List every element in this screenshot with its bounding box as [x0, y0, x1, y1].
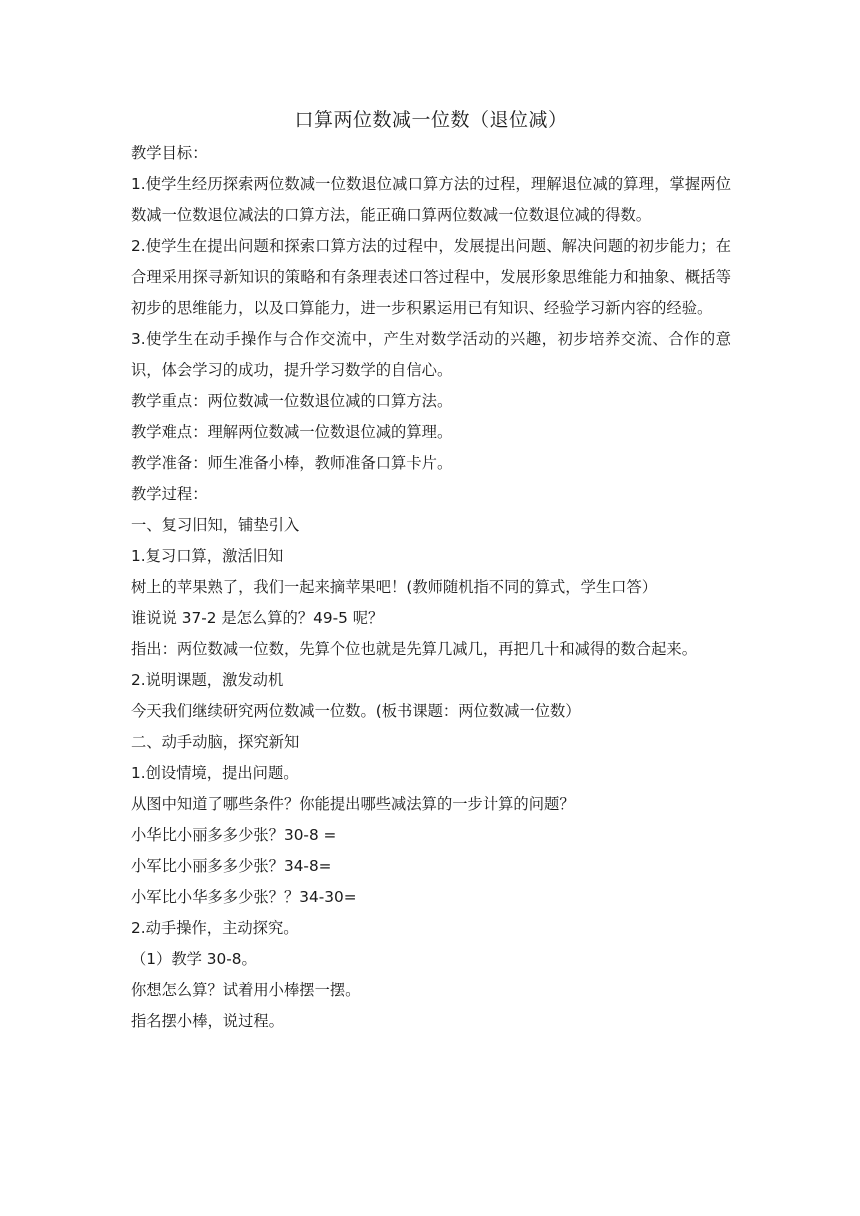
paragraph: 2.使学生在提出问题和探索口算方法的过程中，发展提出问题、解决问题的初步能力；在合理采用探寻新知识的策略和有条理表述口答过程中，发展形象思维能力和抽象、概括等初步的思维能力，以及口算能力，进一步积累运用已有知识、经验学习新内容的经验。	[131, 237, 731, 317]
text-line: 从图中知道了哪些条件？你能提出哪些减法算的一步计算的问题？	[131, 795, 575, 813]
text-line: 小军比小丽多多少张？34-8=	[131, 857, 332, 875]
text-line: 小军比小华多多少张？？34-30=	[131, 888, 357, 906]
text-line: 教学重点：两位数减一位数退位减的口算方法。	[131, 392, 453, 410]
text-line: 教学准备：师生准备小棒，教师准备口算卡片。	[131, 454, 453, 472]
text-line: 指名摆小棒，说过程。	[131, 1012, 284, 1030]
text-line: 小华比小丽多多少张？30-8 =	[131, 826, 337, 844]
text-line: 今天我们继续研究两位数减一位数。(板书课题：两位数减一位数）	[131, 702, 581, 720]
text-line: 教学目标：	[131, 144, 208, 162]
paragraph: 3.使学生在动手操作与合作交流中，产生对数学活动的兴趣，初步培养交流、合作的意识，体会学习的成功，提升学习数学的自信心。	[131, 330, 731, 379]
text-line: 一、复习旧知，铺垫引入	[131, 516, 300, 534]
document-body	[131, 104, 731, 1037]
text-line: 教学过程：	[131, 485, 208, 503]
document-title: 口算两位数减一位数（退位减）	[294, 109, 568, 131]
text-line: （1）教学 30-8。	[131, 950, 257, 968]
paragraph: 1.使学生经历探索两位数减一位数退位减口算方法的过程，理解退位减的算理，掌握两位数减一位数退位减法的口算方法，能正确口算两位数减一位数退位减的得数。	[131, 175, 731, 224]
text-line: 你想怎么算？试着用小棒摆一摆。	[131, 981, 361, 999]
text-line: 二、动手动脑，探究新知	[131, 733, 300, 751]
text-line: 树上的苹果熟了，我们一起来摘苹果吧！(教师随机指不同的算式，学生口答）	[131, 578, 658, 596]
text-line: 谁说说 37-2 是怎么算的？49-5 呢？	[131, 609, 384, 627]
text-line: 1.复习口算，激活旧知	[131, 547, 284, 565]
text-line: 2.说明课题，激发动机	[131, 671, 284, 689]
text-line: 教学难点：理解两位数减一位数退位减的算理。	[131, 423, 453, 441]
document-lines	[131, 138, 731, 1037]
text-line: 1.创设情境，提出问题。	[131, 764, 299, 782]
paragraph: 指出：两位数减一位数，先算个位也就是先算几减几，再把几十和减得的数合起来。	[131, 640, 697, 658]
text-line: 2.动手操作，主动探究。	[131, 919, 299, 937]
